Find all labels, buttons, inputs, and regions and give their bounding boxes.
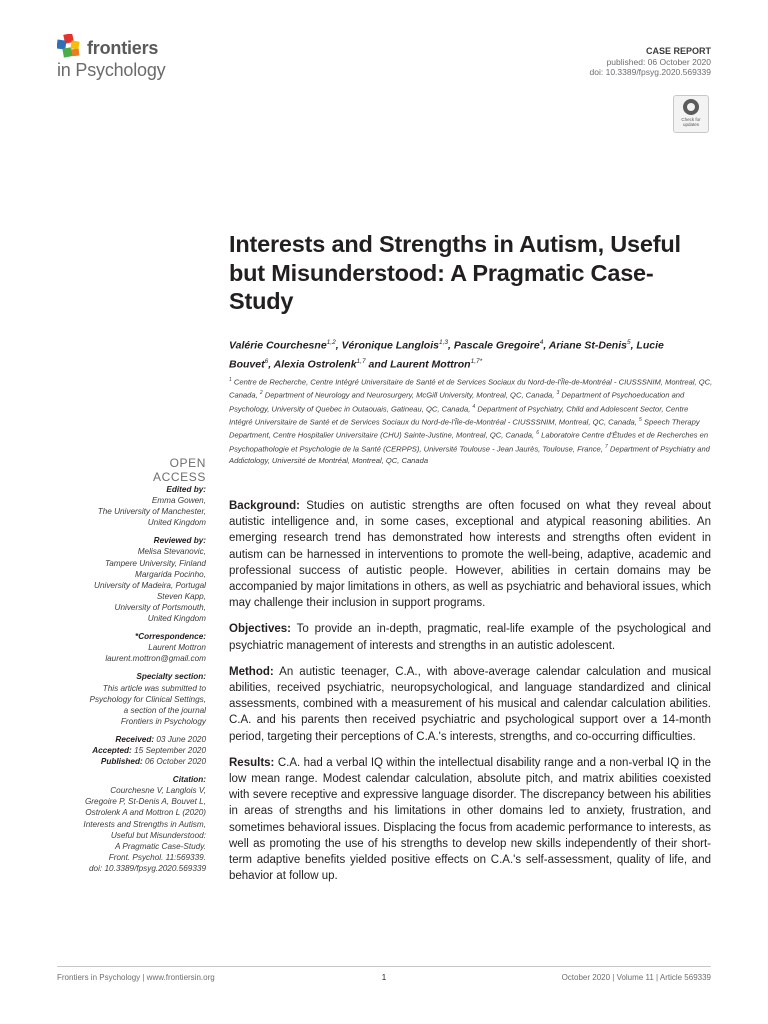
footer-journal-link[interactable]: Frontiers in Psychology | www.frontiersin.org xyxy=(57,973,215,982)
citation-line: Gregoire P, St-Denis A, Bouvet L, xyxy=(84,797,206,807)
abstract-section-text: Studies on autistic strengths are often focused on what they reveal about autistic intelligence and, in some cases, exceptional and atypical reasoning abilities. An emerging research trend has demonstrated how interests and strengths often evident in autism can be harnessed in interventions to promote the well-being, adaptive, academic and professional success of autistic people. However, abilities in certain domains may be accompanied by major limitations in others, as well as psychiatric and behavioral issues, which may challenge their inclusion in support programs. xyxy=(229,500,711,610)
citation-line: Ostrolenk A and Mottron L (2020) xyxy=(85,808,206,818)
affiliation-number: 2 xyxy=(259,390,263,397)
affiliation-text: Speech Therapy Department, Centre Hospitalier Universitaire (CHU) Sainte-Justine, Montreal, QC, Canada, xyxy=(229,417,700,440)
author-affiliation-marker: 4 xyxy=(539,339,544,346)
reviewer-line: University of Madeira, Portugal xyxy=(94,580,206,590)
page-number: 1 xyxy=(381,973,387,982)
correspondence-email-link[interactable]: laurent.mottron@gmail.com xyxy=(105,654,206,664)
correspondence-label: *Correspondence: xyxy=(135,632,206,642)
affiliation-number: 6 xyxy=(536,430,540,437)
author-name[interactable]: Pascale Gregoire xyxy=(453,339,540,352)
specialty-section-block xyxy=(60,671,206,726)
abstract-results xyxy=(229,755,711,885)
abstract-section-label: Results: xyxy=(229,756,275,769)
affiliation-text: Laboratoire Centre d'Études et de Recherches en Psychopathologie et Psychologie de la Santé (CERPPS), Université Toulouse - Jean Jaurès, Toulouse, France, xyxy=(229,430,709,454)
reviewer-line: Margarida Pocinho, xyxy=(135,569,206,579)
affiliation-text: Department of Psychoeducation and Psychology, University of Quebec in Outaouais, Gatineau, QC, Canada, xyxy=(229,390,685,414)
affiliation-number: 4 xyxy=(472,403,476,410)
abstract-section-label: Objectives: xyxy=(229,623,291,636)
affiliation-text: Department of Psychiatry and Addictology, Université de Montréal, Montreal, QC, Canada xyxy=(229,444,710,465)
abstract-section-text: To provide an in-depth, pragmatic, real-life example of the psychological and psychiatric management of interests and strengths in an autistic adolescent. xyxy=(229,623,711,652)
specialty-line: Psychology for Clinical Settings, xyxy=(89,694,206,704)
author-affiliation-marker: 1,7 xyxy=(356,357,366,365)
journal-logo[interactable] xyxy=(57,34,207,84)
citation-label: Citation: xyxy=(172,775,206,785)
author-name[interactable]: Véronique Langlois xyxy=(341,339,439,352)
specialty-line: a section of the journal xyxy=(123,705,206,715)
author-name[interactable]: Ariane St-Denis xyxy=(548,339,627,352)
reviewer-line: University of Portsmouth, xyxy=(114,602,206,612)
affiliation-text: Department of Neurology and Neurosurgery, McGill University, Montreal, QC, Canada, xyxy=(262,390,557,400)
reviewer-line: United Kingdom xyxy=(147,614,206,624)
dates-block xyxy=(60,734,206,767)
citation-doi-link[interactable]: doi: 10.3389/fpsyg.2020.569339 xyxy=(89,863,206,873)
abstract-background xyxy=(229,498,711,611)
author-affiliation-marker: 1,3 xyxy=(438,339,449,346)
abstract-method xyxy=(229,664,711,745)
specialty-line: This article was submitted to xyxy=(102,683,206,693)
reviewer-line: Melisa Stevanovic, xyxy=(137,547,206,557)
author-name[interactable]: Laurent Mottron xyxy=(390,358,471,370)
affiliation-text: Centre de Recherche, Centre Intégré Universitaire de Santé et de Services Sociaux du Nord-de-l'Île-de-Montréal - CIUSSSNIM, Montreal, QC, Canada, xyxy=(229,377,713,400)
editor-line: The University of Manchester, xyxy=(97,507,206,517)
specialty-line: Frontiers in Psychology xyxy=(120,716,206,726)
open-access-label: OPEN ACCESS xyxy=(153,456,206,484)
citation-line: Interests and Strengths in Autism, xyxy=(83,819,206,829)
author-name[interactable]: Valérie Courchesne xyxy=(229,339,327,352)
citation-line: Useful but Misunderstood: xyxy=(110,830,206,840)
affiliations xyxy=(229,375,714,467)
citation-line: Courchesne V, Langlois V, xyxy=(110,786,206,796)
footer-divider xyxy=(57,966,711,967)
author-affiliation-marker: 1,7* xyxy=(470,357,483,365)
reviewer-line: Tampere University, Finland xyxy=(104,558,206,568)
published-date-sidebar: Published: 06 October 2020 xyxy=(100,757,206,767)
author-affiliation-marker: 6 xyxy=(264,357,269,365)
abstract-section-text: An autistic teenager, C.A., with above-average calendar calculation and musical abilities, received psychiatric, neuropsychological, and language standardized and clinical assessments, combined with a measurement of his musical and calendar calculation abilities. C.A. and his parents then received psychiatric and psychological support over a 14-month period, targeting their perceptions of C.A.'s interests, strengths, and co-occurring difficulties. xyxy=(229,665,712,743)
check-for-updates-badge[interactable] xyxy=(673,95,709,133)
author-affiliation-marker: 5 xyxy=(626,339,631,346)
received-date: Received: 03 June 2020 xyxy=(115,734,206,744)
affiliation-number: 3 xyxy=(556,390,560,397)
author-affiliation-marker: 1,2 xyxy=(326,339,336,346)
article-doi[interactable]: doi: 10.3389/fpsyg.2020.569339 xyxy=(589,67,711,77)
affiliation-number: 7 xyxy=(604,443,608,450)
abstract xyxy=(229,498,711,894)
editor-line: Emma Gowen, xyxy=(151,496,206,506)
accepted-date: Accepted: 15 September 2020 xyxy=(92,745,206,755)
article-info-sidebar xyxy=(60,484,206,881)
abstract-section-text: C.A. had a verbal IQ within the intellectual disability range and a non-verbal IQ in the low mean range. Modest calendar calculation, absolute pitch, and matrix abilities coexisted with severe receptive and expressive language disorder. The discrepancy between his abilities in areas of strengths and his limitations in other domains led to anxiety, frustration, and sometimes behavioral issues. Displacing the focus from academic performance to interests, as well as promoting the use of his strengths to develop new skills independently of their short-term adaptive benefits yielded positive effects on C.A.'s self-assessment, quality of life, and behavior at follow up. xyxy=(229,756,711,883)
abstract-objectives xyxy=(229,621,711,653)
affiliation-number: 5 xyxy=(639,416,642,423)
affiliation-text: Department of Psychiatry, Child and Adolescent Sector, Centre Intégré Universitaire de Santé et de Services Sociaux du Nord-de-l'Île-de-Montréal - CIUSSSNIM, Montreal, QC, Canada, xyxy=(229,404,689,427)
citation-line: A Pragmatic Case-Study. xyxy=(114,841,206,851)
article-type: CASE REPORT xyxy=(645,46,711,56)
correspondence-block xyxy=(60,631,206,664)
journal-name-line2: in Psychology xyxy=(57,60,166,80)
affiliation-number: 1 xyxy=(229,377,232,383)
specialty-section-label: Specialty section: xyxy=(136,672,206,682)
check-for-updates-label: Check for updates xyxy=(681,117,701,127)
abstract-section-label: Method: xyxy=(229,665,274,678)
footer-issue-info: October 2020 | Volume 11 | Article 569339 xyxy=(561,973,711,982)
edited-by-label: Edited by: xyxy=(166,485,206,494)
published-date: published: 06 October 2020 xyxy=(606,56,711,67)
author-name[interactable]: Alexia Ostrolenk xyxy=(273,358,357,370)
journal-name-line1: frontiers xyxy=(87,38,159,58)
reviewed-by-label: Reviewed by: xyxy=(153,536,206,546)
article-title: Interests and Strengths in Autism, Useful but Misunderstood: A Pragmatic Case-Study xyxy=(229,231,681,314)
citation-line: Front. Psychol. 11:569339. xyxy=(108,852,206,862)
edited-by-block xyxy=(60,484,206,528)
check-for-updates-icon xyxy=(683,99,699,115)
author-name[interactable]: Lucie Bouvet xyxy=(229,339,664,370)
abstract-section-label: Background: xyxy=(229,500,300,512)
article-meta xyxy=(590,46,711,78)
correspondence-name: Laurent Mottron xyxy=(148,643,206,653)
citation-block xyxy=(60,774,206,874)
frontiers-logo-icon xyxy=(57,34,83,60)
editor-line: United Kingdom xyxy=(147,518,206,528)
author-list: Valérie Courchesne$^{1,2}$, Véronique Langlois$^{1,3}$, Pascale Gregoire$^4$, Ariane St-Denis$^5$, Lucie Bouvet$^6$, Alexia Ostrolenk$^{1,7}$ and Laurent Mottron$^{1,7*}$ xyxy=(229,339,664,370)
reviewed-by-block xyxy=(60,535,206,624)
reviewer-line: Steven Kapp, xyxy=(156,591,206,601)
